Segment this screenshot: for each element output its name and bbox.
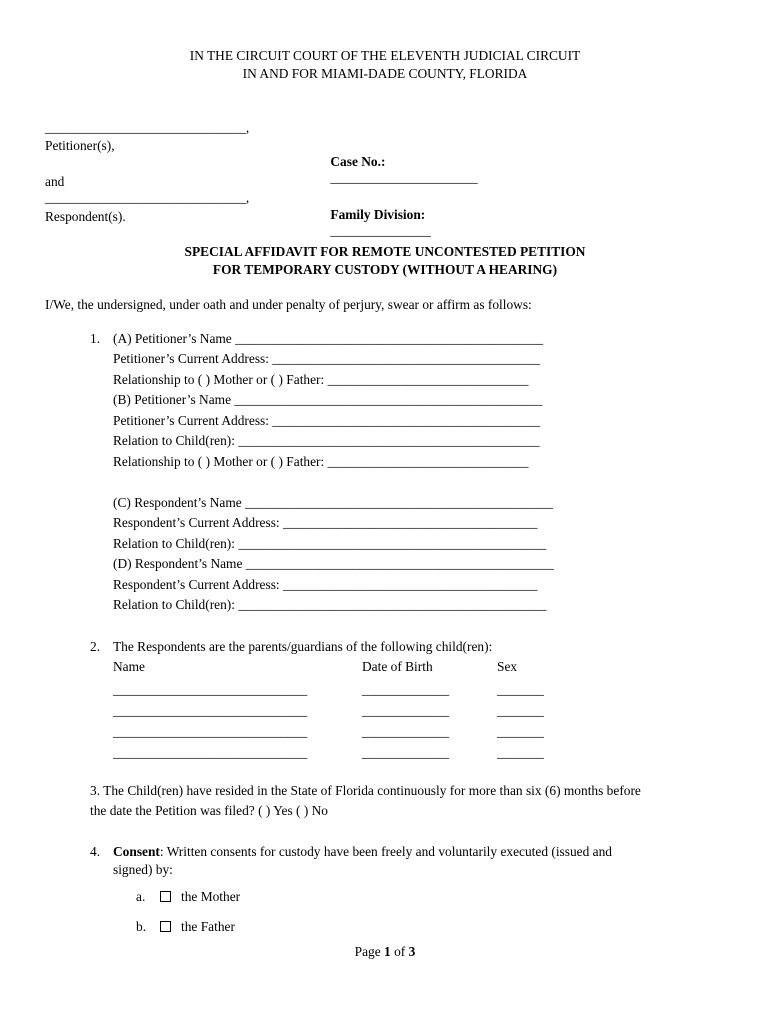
item2-number: 2.: [90, 639, 101, 654]
child-dob-field[interactable]: _____________: [362, 703, 450, 718]
children-header-dob: Date of Birth: [362, 659, 433, 674]
and-text: and: [45, 174, 65, 189]
father-checkbox[interactable]: [160, 919, 171, 935]
item2-text: The Respondents are the parents/guardians of the following child(ren):: [113, 639, 493, 654]
family-division-field[interactable]: _______________: [330, 223, 431, 239]
affidavit-title-line1: SPECIAL AFFIDAVIT FOR REMOTE UNCONTESTED PETITION: [184, 244, 586, 259]
case-no-field[interactable]: ______________________: [330, 170, 478, 186]
respondent-line[interactable]: (C) Respondent’s Name ______________________________________________: [113, 495, 554, 510]
respondent-line[interactable]: Respondent’s Current Address: ______________________________________: [113, 515, 538, 530]
court-heading-line2: IN AND FOR MIAMI-DADE COUNTY, FLORIDA: [242, 66, 528, 81]
respondent-line[interactable]: Respondent’s Current Address: ______________________________________: [113, 577, 538, 592]
checkbox-icon[interactable]: [160, 891, 171, 902]
item3-line2[interactable]: the date the Petition was filed? ( ) Yes ( ) No: [90, 803, 329, 818]
item1-line[interactable]: Petitioner’s Current Address: ________________________________________: [113, 413, 541, 428]
respondent-line[interactable]: Relation to Child(ren): ______________________________________________: [113, 597, 547, 612]
item4-number: 4.: [90, 844, 101, 859]
case-no-label: Case No.:: [330, 154, 386, 170]
consent-text: : Written consents for custody have been freely and voluntarily executed (issued and: [159, 844, 612, 859]
intro-paragraph: I/We, the undersigned, under oath and under penalty of perjury, swear or affirm as follows:: [45, 297, 532, 312]
petitioner-blank[interactable]: ______________________________,: [45, 120, 250, 135]
page-number: 1: [384, 944, 391, 959]
child-name-field[interactable]: _____________________________: [113, 724, 308, 739]
item4-text-line2: signed) by:: [113, 862, 173, 877]
child-name-field[interactable]: _____________________________: [113, 745, 308, 760]
child-dob-field[interactable]: _____________: [362, 724, 450, 739]
child-sex-field[interactable]: _______: [497, 703, 544, 718]
page-word: Page: [354, 944, 381, 959]
family-division-label: Family Division:: [330, 207, 426, 223]
respondent-line[interactable]: (D) Respondent’s Name ______________________________________________: [113, 556, 554, 571]
child-dob-field[interactable]: _____________: [362, 745, 450, 760]
page-total: 3: [408, 944, 416, 959]
father-label: the Father: [181, 919, 235, 934]
of-word: of: [394, 944, 406, 959]
mother-label: the Mother: [181, 889, 241, 904]
respondent-blank[interactable]: ______________________________,: [45, 190, 250, 205]
consent-label: Consent: [113, 844, 160, 859]
child-sex-field[interactable]: _______: [497, 724, 544, 739]
page-footer: [0, 944, 770, 960]
item1-line[interactable]: (A) Petitioner’s Name ______________________________________________: [113, 331, 544, 346]
affidavit-title-line2: FOR TEMPORARY CUSTODY (WITHOUT A HEARING): [212, 262, 558, 277]
option-letter: b.: [136, 919, 147, 934]
children-header-name: Name: [113, 659, 145, 674]
child-name-field[interactable]: _____________________________: [113, 703, 308, 718]
child-sex-field[interactable]: _______: [497, 682, 544, 697]
mother-checkbox[interactable]: [160, 889, 171, 905]
item1-line[interactable]: Relationship to ( ) Mother or ( ) Father: ______________________________: [113, 372, 529, 387]
item1-line[interactable]: Petitioner’s Current Address: ________________________________________: [113, 351, 541, 366]
court-heading-line1: IN THE CIRCUIT COURT OF THE ELEVENTH JUDICIAL CIRCUIT: [189, 48, 581, 63]
option-letter: a.: [136, 889, 146, 904]
item3-line1: 3. The Child(ren) have resided in the State of Florida continuously for more than six (6) months before: [90, 783, 641, 798]
child-dob-field[interactable]: _____________: [362, 682, 450, 697]
respondent-line[interactable]: Relation to Child(ren): ______________________________________________: [113, 536, 547, 551]
item1-number: 1.: [90, 331, 101, 346]
item1-line[interactable]: (B) Petitioner’s Name ______________________________________________: [113, 392, 543, 407]
item1-line[interactable]: Relation to Child(ren): _____________________________________________: [113, 433, 540, 448]
children-header-sex: Sex: [497, 659, 518, 674]
checkbox-icon[interactable]: [160, 921, 171, 932]
item4-text-line1: [113, 844, 612, 860]
child-sex-field[interactable]: _______: [497, 745, 544, 760]
child-name-field[interactable]: _____________________________: [113, 682, 308, 697]
petitioner-label: Petitioner(s),: [45, 138, 115, 153]
respondent-label: Respondent(s).: [45, 209, 126, 224]
item1-line[interactable]: Relationship to ( ) Mother or ( ) Father: ______________________________: [113, 454, 529, 469]
